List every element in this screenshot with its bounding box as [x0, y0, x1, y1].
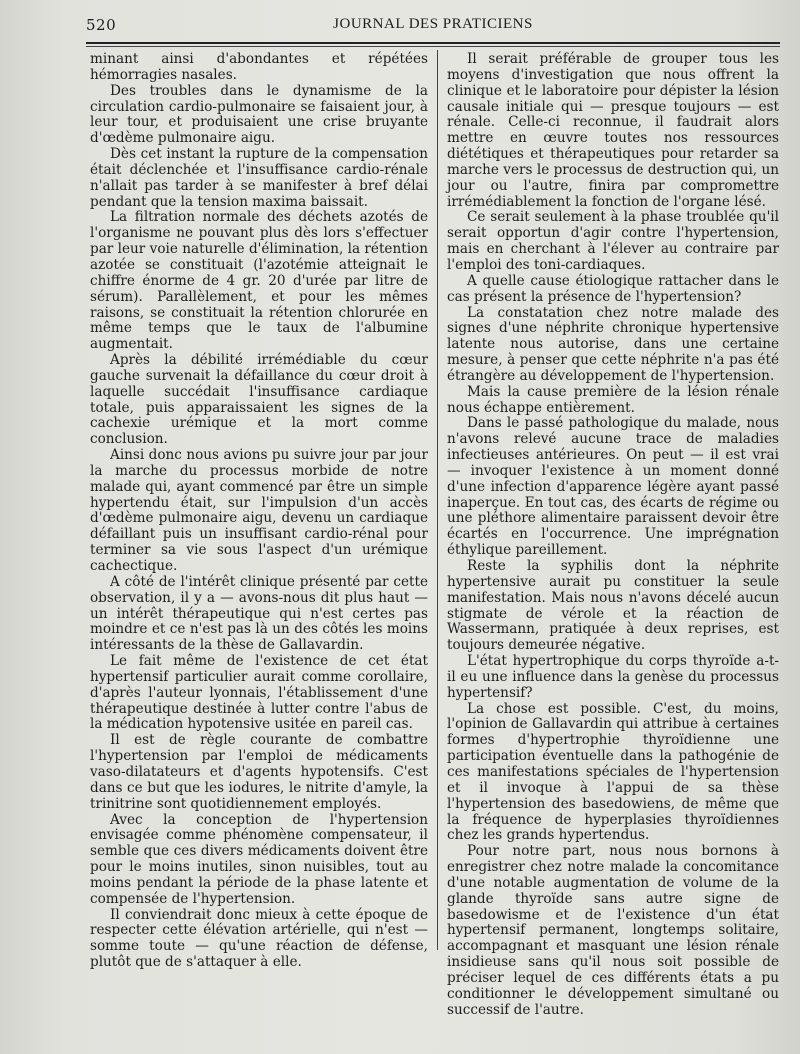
right-column	[447, 52, 779, 1018]
page-number: 520	[86, 16, 117, 34]
paragraph: A côté de l'intérêt clinique présenté par cette observation, il y a — avons-nous dit plus haut — un intérêt thérapeutique qui n'est certes pas moindre et ce n'est pas là un des côtés les moins intéressants de la thèse de Gallavardin.	[90, 573, 428, 654]
paragraph: Il conviendrait donc mieux à cette époque de respecter cette élévation artérielle, qui n'est — somme toute — qu'une réaction de défense, plutôt que de s'attaquer à elle.	[90, 906, 428, 971]
header-rule-thin	[86, 46, 780, 47]
paragraph: Après la débilité irrémédiable du cœur gauche survenait la défaillance du cœur droit à laquelle succédait l'insuffisance cardiaque totale, puis apparaissaient les signes de la cachexie urémique et la mort comme conclusion.	[90, 352, 428, 448]
paragraph: Dès cet instant la rupture de la compensation était déclenchée et l'insuffisance cardio-rénale n'allait pas tarder à se manifester à bref délai pendant que la tension maxima baissait.	[90, 146, 428, 210]
paragraph: La constatation chez notre malade des signes d'une néphrite chronique hypertensive latente nous autorise, dans une certaine mesure, à penser que cette néphrite n'a pas été étrangère au développement de l'hypertension.	[447, 304, 779, 384]
paragraph: A quelle cause étiologique rattacher dans le cas présent la présence de l'hypertension?	[447, 272, 779, 305]
paragraph: Avec la conception de l'hypertension envisagée comme phénomène compensateur, il semble que ces divers médicaments doivent être pour le moins inutiles, sinon nuisibles, tout au moins pendant la période de la phase latente et compensée de l'hypertension.	[90, 811, 428, 907]
paragraph: Le fait même de l'existence de cet état hypertensif particulier aurait comme corollaire, d'après l'auteur lyonnais, l'établissement d'une thérapeutique destinée à lutter contre l'abus de la médication hypotensive usitée en pareil cas.	[90, 653, 428, 733]
header-rule	[86, 42, 780, 44]
running-title: JOURNAL DES PRATICIENS	[333, 16, 533, 32]
paragraph: La filtration normale des déchets azotés de l'organisme ne pouvant plus dès lors s'effectuer par leur voie naturelle d'élimination, la rétention azotée se constituait (l'azotémie atteignait le chiffre énorme de 4 gr. 20 d'urée par litre de sérum). Parallèlement, et pour les mêmes raisons, se constituait la rétention chlorurée en même temps que le taux de l'albumine augmentait.	[90, 209, 428, 353]
paragraph: minant ainsi d'abondantes et répétées hémorragies nasales.	[90, 51, 428, 83]
paragraph: Reste la syphilis dont la néphrite hypertensive aurait pu constituer la seule manifestation. Mais nous n'avons décelé aucun stigmate de vérole et la réaction de Wassermann, pratiquée à deux reprises, est toujours demeurée négative.	[447, 558, 779, 654]
paragraph: Ainsi donc nous avions pu suivre jour par jour la marche du processus morbide de notre malade qui, ayant commencé par être un simple hypertendu était, sur l'impulsion d'un accès d'œdème pulmonaire aigu, devenu un cardiaque défaillant puis un insuffisant cardio-rénal pour terminer sa vie sous l'aspect d'un urémique cachectique.	[90, 447, 428, 574]
paragraph: Ce serait seulement à la phase troublée qu'il serait opportun d'agir contre l'hypertension, mais en cherchant à l'élever au contraire par l'emploi des toni-cardiaques.	[447, 209, 779, 273]
paragraph: L'état hypertrophique du corps thyroïde a-t-il eu une influence dans la genèse du processus hypertensif?	[447, 653, 779, 701]
paragraph: La chose est possible. C'est, du moins, l'opinion de Gallavardin qui attribue à certaines formes d'hypertrophie thyroïdienne une participation éventuelle dans la pathogénie de ces manifestations spéciales de l'hypertension et il invoque à l'appui de sa thèse l'hypertension des basedowiens, de même que la fréquence de hyperplasies thyroïdiennes chez les grands hypertendus.	[447, 700, 779, 844]
page-header	[86, 12, 780, 40]
paragraph: Des troubles dans le dynamisme de la circulation cardio-pulmonaire se faisaient jour, à leur tour, et produisaient une crise bruyante d'œdème pulmonaire aigu.	[90, 82, 428, 147]
paragraph: Dans le passé pathologique du malade, nous n'avons relevé aucune trace de maladies infectieuses antérieures. On peut — il est vrai — invoquer l'existence à un moment donné d'une infection d'apparence légère ayant passé inaperçue. En tout cas, des écarts de régime ou une pléthore alimentaire paraissent devoir être écartés en l'occurrence. Une imprégnation éthylique pareillement.	[447, 415, 779, 559]
paragraph: Mais la cause première de la lésion rénale nous échappe entièrement.	[447, 383, 779, 416]
paragraph: Il serait préférable de grouper tous les moyens d'investigation que nous offrent la clinique et le laboratoire pour dépister la lésion causale initiale qui — presque toujours — est rénale. Celle-ci reconnue, il faudrait alors mettre en œuvre toutes nos ressources diététiques et thérapeutiques pour retarder sa marche vers le processus de destruction qui, un jour ou l'autre, finira par compromettre irrémédiablement la fonction de l'organe lésé.	[447, 51, 779, 210]
paragraph: Pour notre part, nous nous bornons à enregistrer chez notre malade la concomitance d'une notable augmentation de volume de la glande thyroïde sans autre signe de basedowisme et de l'existence d'un état hypertensif permanent, longtemps solitaire, accompagnant et masquant une lésion rénale insidieuse sans qu'il nous soit possible de préciser lequel de ces différents états a pu conditionner le développement simultané ou successif de l'autre.	[447, 843, 779, 1018]
left-column	[90, 52, 428, 971]
paragraph: Il est de règle courante de combattre l'hypertension par l'emploi de médicaments vaso-dilatateurs et d'agents hypotensifs. C'est dans ce but que les iodures, le nitrite d'amyle, la trinitrine sont quotidiennement employés.	[90, 732, 428, 812]
column-divider	[437, 50, 438, 950]
